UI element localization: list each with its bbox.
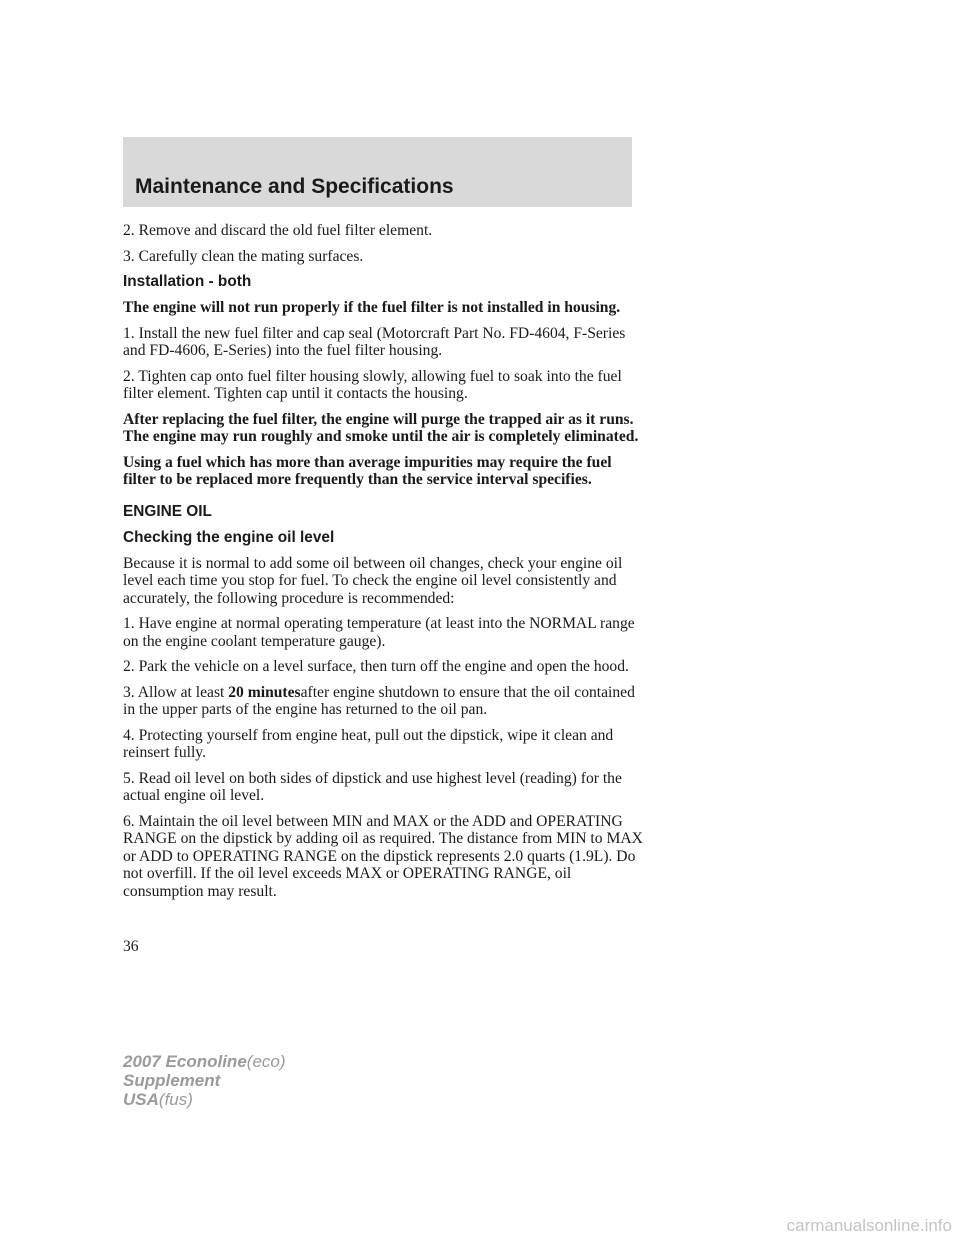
engine-oil-heading: ENGINE OIL — [123, 502, 212, 520]
oil-step-3 — [123, 684, 643, 719]
step-remove-filter: 2. Remove and discard the old fuel filter element. — [123, 222, 433, 239]
purge-note: After replacing the fuel filter, the engine will purge the trapped air as it runs. The engine may run roughly and smoke until the air is completely eliminated. — [123, 410, 639, 445]
oil-step-4: 4. Protecting yourself from engine heat, pull out the dipstick, wipe it clean and reinsert fully. — [123, 726, 614, 761]
document-footer — [123, 1052, 286, 1109]
site-watermark: carmanualsonline.info — [786, 1216, 952, 1235]
section-title: Maintenance and Specifications — [135, 175, 454, 198]
footer-model-code: (eco) — [246, 1052, 286, 1071]
oil-step-5: 5. Read oil level on both sides of dipstick and use highest level (reading) for the actual engine oil level. — [123, 769, 622, 804]
footer-model: 2007 Econoline — [123, 1052, 247, 1071]
oil-step-3-duration: 20 minutes — [228, 683, 301, 701]
page-number: 36 — [123, 938, 139, 955]
checking-intro: Because it is normal to add some oil between oil changes, check your engine oil level each time you stop for fuel. To check the engine oil level consistently and accurately, the following procedure is recommended: — [123, 554, 623, 607]
install-warning: The engine will not run properly if the fuel filter is not installed in housing. — [123, 299, 621, 316]
step-clean-surfaces: 3. Carefully clean the mating surfaces. — [123, 247, 364, 265]
footer-supplement: Supplement — [123, 1071, 221, 1090]
oil-step-6: 6. Maintain the oil level between MIN and MAX or the ADD and OPERATING RANGE on the dipstick by adding oil as required. The distance from MIN to MAX or ADD to OPERATING RANGE on the dipstick represents 2.0 quarts (1.9L). Do not overfill. If the oil level exceeds MAX or OPERATING RANGE, oil consumption may result. — [123, 812, 643, 900]
footer-line-model — [123, 1052, 286, 1071]
footer-market-code: (fus) — [158, 1090, 193, 1109]
oil-step-1: 1. Have engine at normal operating temperature (at least into the NORMAL range on the engine coolant temperature gauge). — [123, 615, 635, 650]
oil-step-3-pre: 3. Allow at least — [123, 683, 229, 701]
footer-market: USA — [123, 1090, 159, 1109]
checking-oil-heading: Checking the engine oil level — [123, 528, 335, 546]
section-header-band — [123, 137, 632, 207]
page-body — [123, 222, 643, 908]
oil-step-2: 2. Park the vehicle on a level surface, then turn off the engine and open the hood. — [123, 658, 629, 675]
footer-line-market — [123, 1090, 286, 1109]
oil-step-3-post: after engine shutdown to ensure that the oil contained in the upper parts of the engine has returned to the oil pan. — [123, 683, 635, 718]
installation-heading: Installation - both — [123, 273, 252, 290]
install-step-1: 1. Install the new fuel filter and cap seal (Motorcraft Part No. FD-4604, F-Series and FD-4606, E-Series) into the fuel filter housing. — [123, 324, 626, 359]
footer-line-supplement — [123, 1071, 286, 1090]
install-step-2: 2. Tighten cap onto fuel filter housing slowly, allowing fuel to soak into the fuel filter element. Tighten cap until it contacts the housing. — [123, 367, 622, 402]
impurities-note: Using a fuel which has more than average impurities may require the fuel filter to be replaced more frequently than the service interval specifies. — [123, 453, 612, 488]
